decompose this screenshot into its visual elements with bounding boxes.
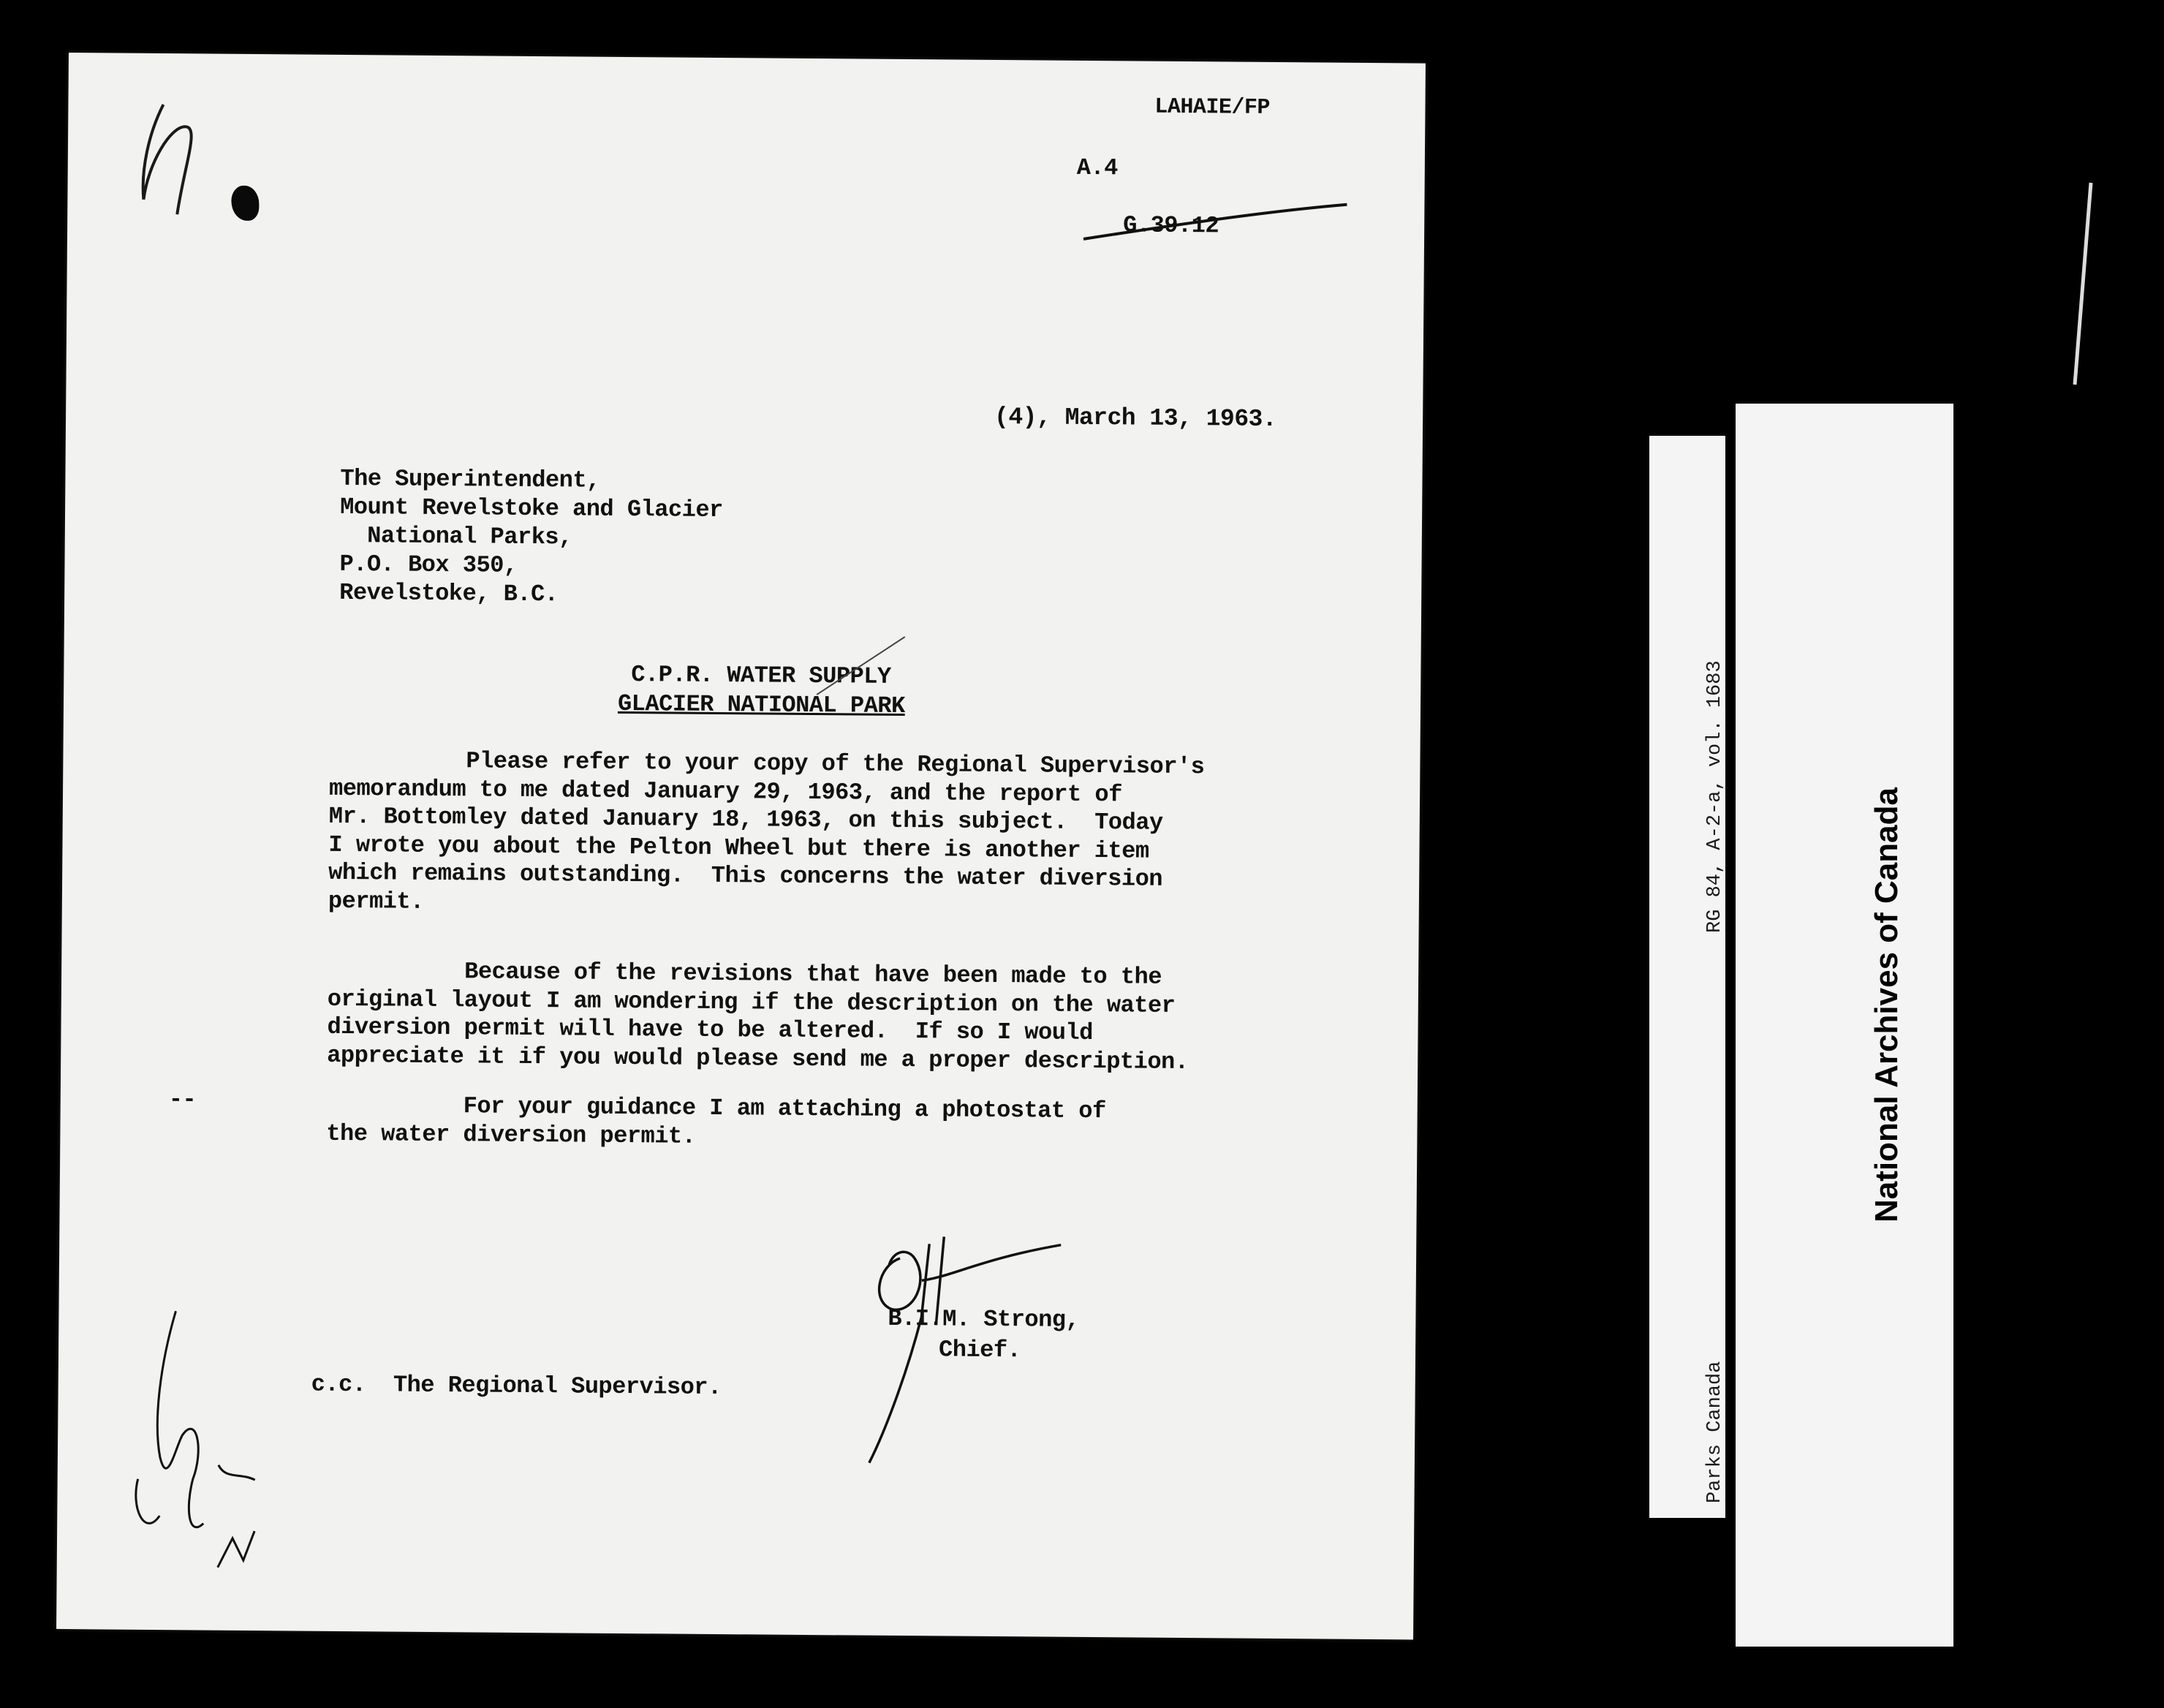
handwritten-initial-mark — [118, 75, 222, 237]
paragraph-line: Mr. Bottomley dated January 18, 1963, on this subject. Today — [328, 802, 1163, 836]
paragraph-line: memorandum to me dated January 29, 1963, and the report of — [328, 774, 1123, 808]
file-reference-initials: LAHAIE/FP — [1154, 94, 1271, 121]
paragraph-line: original layout I am wondering if the description on the water — [327, 985, 1176, 1019]
signatory-name: B.I.M. Strong, — [888, 1304, 1080, 1334]
ink-blot — [231, 186, 259, 221]
archive-reference-strip — [1649, 436, 1725, 1518]
paragraph-1 — [328, 747, 1205, 922]
file-reference-b: G.39.12 — [1123, 211, 1219, 240]
address-line: National Parks, — [339, 521, 572, 551]
paragraph-line: which remains outstanding. This concerns the water diversion — [328, 858, 1163, 893]
signatory-title: Chief. — [938, 1336, 1021, 1364]
scan-artifact-line — [2069, 178, 2098, 390]
address-line: Mount Revelstoke and Glacier — [339, 493, 723, 524]
paragraph-line: appreciate it if you would please send me a proper description. — [327, 1041, 1189, 1076]
paragraph-line: the water diversion permit. — [326, 1119, 696, 1150]
archive-reference-line: RG 84, A-2-a, vol. 1683 — [1704, 660, 1726, 933]
paragraph-line: permit. — [328, 887, 424, 915]
reference-underline — [1076, 197, 1355, 250]
national-archives-line: Archives nationales du Canada — [1978, 745, 2014, 1223]
address-line: Revelstoke, B.C. — [339, 578, 559, 608]
file-reference-a: A.4 — [1076, 154, 1119, 182]
signature-mark — [833, 1214, 1098, 1472]
letter-page — [56, 53, 1426, 1640]
paragraph-line: For your guidance I am attaching a photostat of — [326, 1091, 1106, 1125]
paragraph-line: I wrote you about the Pelton Wheel but there is another item — [328, 831, 1149, 865]
national-archives-line: National Archives of Canada — [1869, 787, 1904, 1223]
paragraph-3 — [326, 1092, 1106, 1154]
address-line: P.O. Box 350, — [339, 550, 518, 579]
subject-line-2: GLACIER NATIONAL PARK — [617, 689, 905, 720]
paragraph-line: Please refer to your copy of the Regional Supervisor's — [329, 746, 1205, 781]
cc-line: c.c. The Regional Supervisor. — [311, 1370, 722, 1402]
handwritten-initials-bottom-left — [115, 1289, 278, 1598]
agency-name-line: Parks Canada — [1704, 1361, 1726, 1503]
national-archives-strip — [1736, 404, 2014, 1647]
address-line: The Superintendent, — [340, 464, 600, 494]
recipient-address — [339, 464, 723, 610]
date-line: (4), March 13, 1963. — [994, 403, 1277, 433]
paragraph-2 — [327, 957, 1189, 1076]
margin-mark: -- — [168, 1086, 197, 1114]
subject-checkmark — [809, 629, 912, 703]
paragraph-line: Because of the revisions that have been made to the — [328, 956, 1162, 991]
paragraph-line: diversion permit will have to be altered. If so I would — [327, 1013, 1094, 1047]
national-archives-text — [1796, 745, 2088, 1223]
subject-line-1: C.P.R. WATER SUPPLY — [631, 661, 891, 690]
